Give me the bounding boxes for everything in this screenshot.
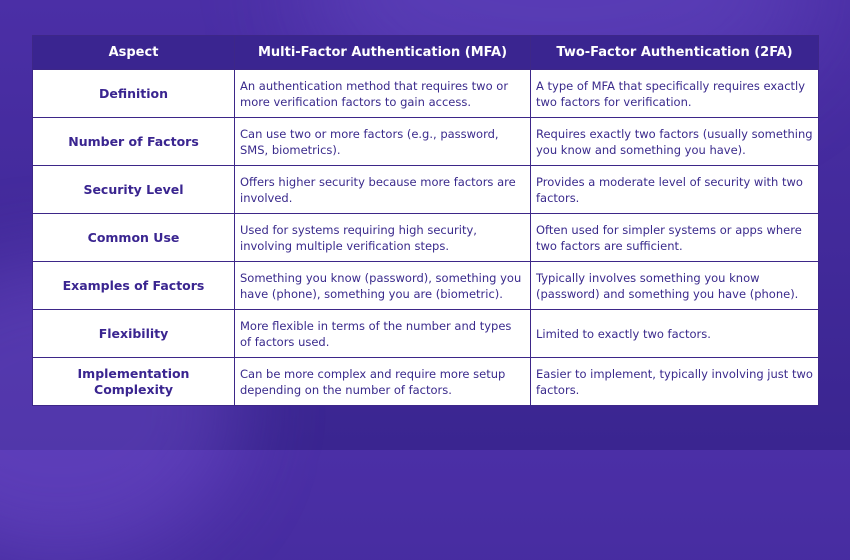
- row-aspect-cell: Flexibility: [33, 310, 235, 358]
- header-2fa: Two-Factor Authentication (2FA): [531, 36, 819, 70]
- header-mfa: Multi-Factor Authentication (MFA): [235, 36, 531, 70]
- row-aspect-cell: Definition: [33, 70, 235, 118]
- row-mfa-cell: Offers higher security because more factors are involved.: [235, 166, 531, 214]
- row-mfa-cell: More flexible in terms of the number and types of factors used.: [235, 310, 531, 358]
- row-2fa-cell: A type of MFA that specifically requires exactly two factors for verification.: [531, 70, 819, 118]
- row-mfa-cell: Used for systems requiring high security, involving multiple verification steps.: [235, 214, 531, 262]
- table-header: [33, 36, 819, 70]
- table-row: [33, 214, 819, 262]
- table-row: [33, 310, 819, 358]
- row-2fa-cell: Easier to implement, typically involving just two factors.: [531, 358, 819, 406]
- row-2fa-cell: Provides a moderate level of security with two factors.: [531, 166, 819, 214]
- row-aspect-cell: Common Use: [33, 214, 235, 262]
- row-2fa-cell: Requires exactly two factors (usually something you know and something you have).: [531, 118, 819, 166]
- table-body: [33, 70, 819, 406]
- table-row: [33, 358, 819, 406]
- row-aspect-cell: Security Level: [33, 166, 235, 214]
- table-row: [33, 166, 819, 214]
- row-aspect-cell: Examples of Factors: [33, 262, 235, 310]
- header-row: [33, 36, 819, 70]
- header-aspect: Aspect: [33, 36, 235, 70]
- row-2fa-cell: Typically involves something you know (password) and something you have (phone).: [531, 262, 819, 310]
- row-2fa-cell: Often used for simpler systems or apps where two factors are sufficient.: [531, 214, 819, 262]
- row-aspect-cell: Number of Factors: [33, 118, 235, 166]
- row-mfa-cell: An authentication method that requires two or more verification factors to gain access.: [235, 70, 531, 118]
- table-row: [33, 70, 819, 118]
- table-row: [33, 262, 819, 310]
- row-2fa-cell: Limited to exactly two factors.: [531, 310, 819, 358]
- comparison-table: [32, 35, 819, 406]
- row-mfa-cell: Can use two or more factors (e.g., password, SMS, biometrics).: [235, 118, 531, 166]
- row-mfa-cell: Can be more complex and require more setup depending on the number of factors.: [235, 358, 531, 406]
- row-aspect-cell: Implementation Complexity: [33, 358, 235, 406]
- row-mfa-cell: Something you know (password), something you have (phone), something you are (biometric).: [235, 262, 531, 310]
- table-row: [33, 118, 819, 166]
